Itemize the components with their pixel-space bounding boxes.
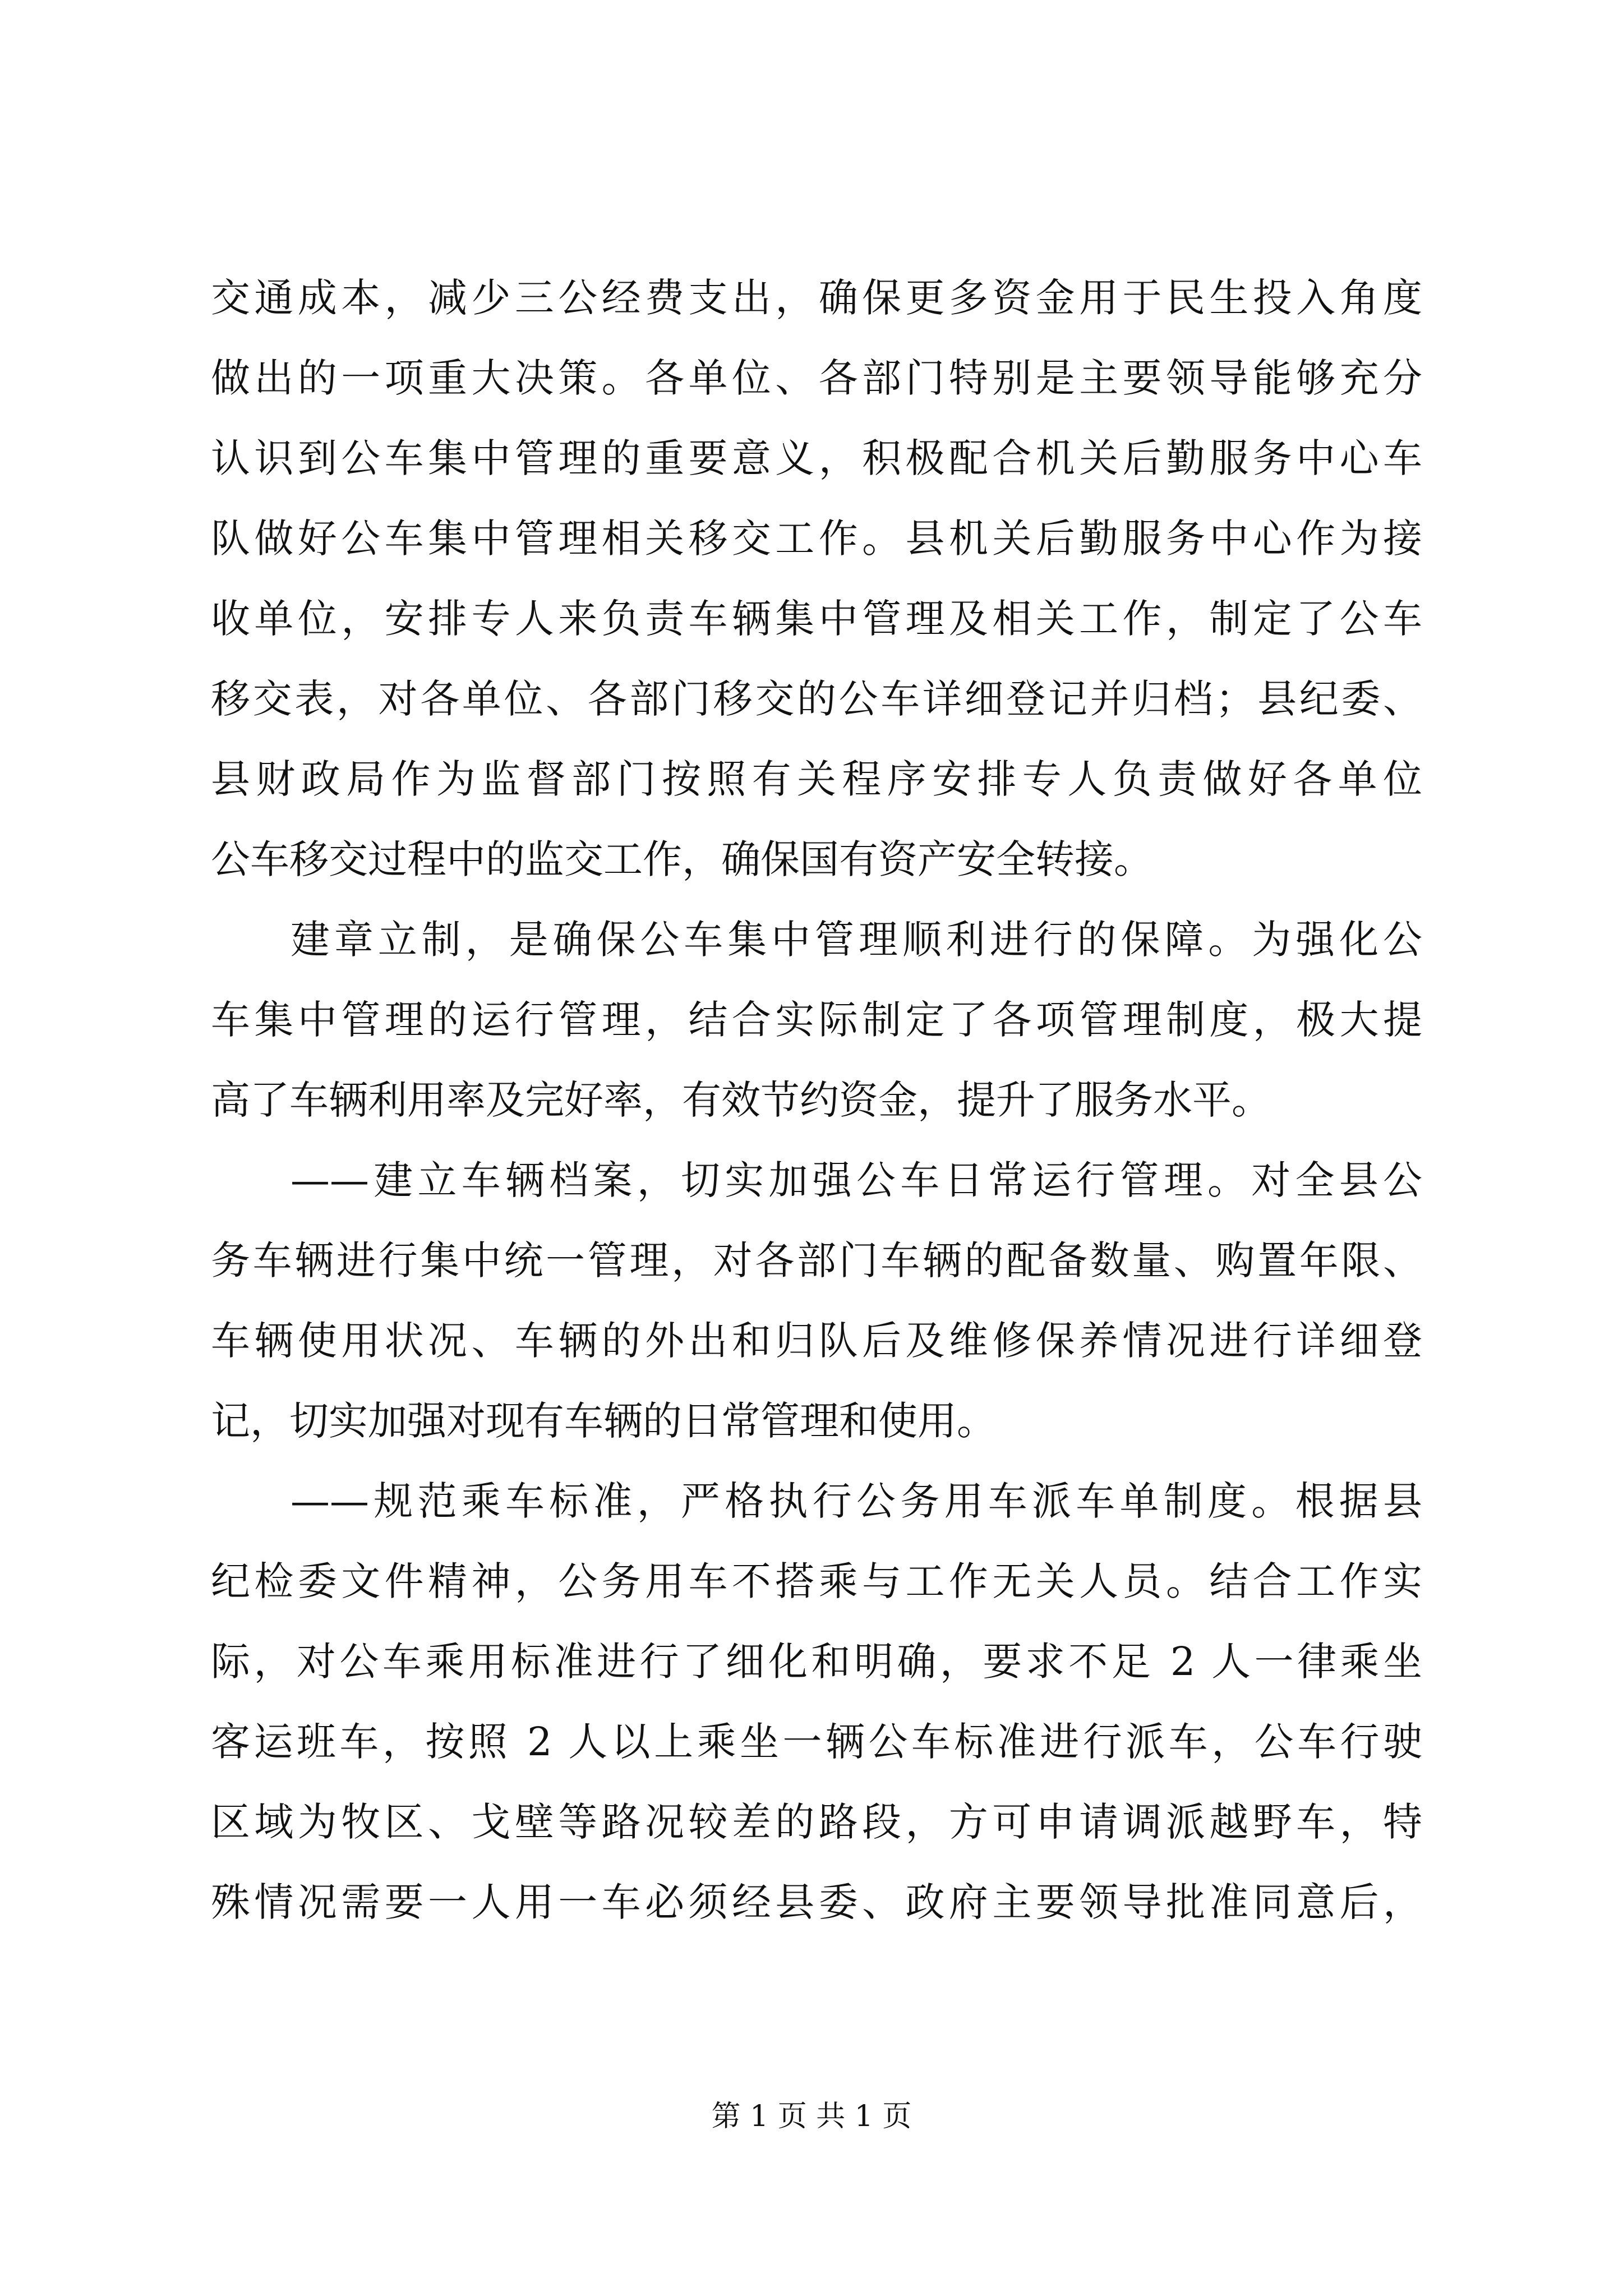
text-line: 客运班车，按照 2 人以上乘坐一辆公车标准进行派车，公车行驶 bbox=[211, 1719, 1422, 1765]
text-line: ——建立车辆档案，切实加强公车日常运行管理。对全县公 bbox=[291, 1157, 1422, 1203]
text-line: 建章立制，是确保公车集中管理顺利进行的保障。为强化公 bbox=[291, 917, 1422, 963]
text-line: 收单位，安排专人来负责车辆集中管理及相关工作，制定了公车 bbox=[211, 596, 1422, 642]
text-line: 做出的一项重大决策。各单位、各部门特别是主要领导能够充分 bbox=[211, 355, 1422, 401]
text-line: 际，对公车乘用标准进行了细化和明确，要求不足 2 人一律乘坐 bbox=[211, 1639, 1422, 1685]
text-line: 车集中管理的运行管理，结合实际制定了各项管理制度，极大提 bbox=[211, 997, 1422, 1043]
text-line: 认识到公车集中管理的重要意义，积极配合机关后勤服务中心车 bbox=[211, 435, 1422, 481]
body-text bbox=[211, 258, 1422, 1943]
text-line: 殊情况需要一人用一车必须经县委、政府主要领导批准同意后， bbox=[211, 1879, 1422, 1925]
page-number: 第 1 页 共 1 页 bbox=[711, 2100, 912, 2133]
text-line: ——规范乘车标准，严格执行公务用车派车单制度。根据县 bbox=[291, 1478, 1422, 1524]
text-line: 队做好公车集中管理相关移交工作。县机关后勤服务中心作为接 bbox=[211, 516, 1422, 562]
text-line: 交通成本，减少三公经费支出，确保更多资金用于民生投入角度 bbox=[211, 275, 1422, 321]
text-line: 纪检委文件精神，公务用车不搭乘与工作无关人员。结合工作实 bbox=[211, 1558, 1422, 1604]
text-line: 车辆使用状况、车辆的外出和归队后及维修保养情况进行详细登 bbox=[211, 1318, 1422, 1364]
page-footer bbox=[0, 2097, 1623, 2136]
text-line: 公车移交过程中的监交工作，确保国有资产安全转接。 bbox=[211, 836, 1153, 882]
text-line: 移交表，对各单位、各部门移交的公车详细登记并归档；县纪委、 bbox=[211, 676, 1422, 722]
text-line: 务车辆进行集中统一管理，对各部门车辆的配备数量、购置年限、 bbox=[211, 1237, 1422, 1283]
text-line: 记，切实加强对现有车辆的日常管理和使用。 bbox=[211, 1398, 996, 1444]
text-line: 区域为牧区、戈壁等路况较差的路段，方可申请调派越野车，特 bbox=[211, 1799, 1422, 1845]
text-line: 高了车辆利用率及完好率，有效节约资金，提升了服务水平。 bbox=[211, 1077, 1271, 1123]
text-line: 县财政局作为监督部门按照有关程序安排专人负责做好各单位 bbox=[211, 756, 1422, 802]
